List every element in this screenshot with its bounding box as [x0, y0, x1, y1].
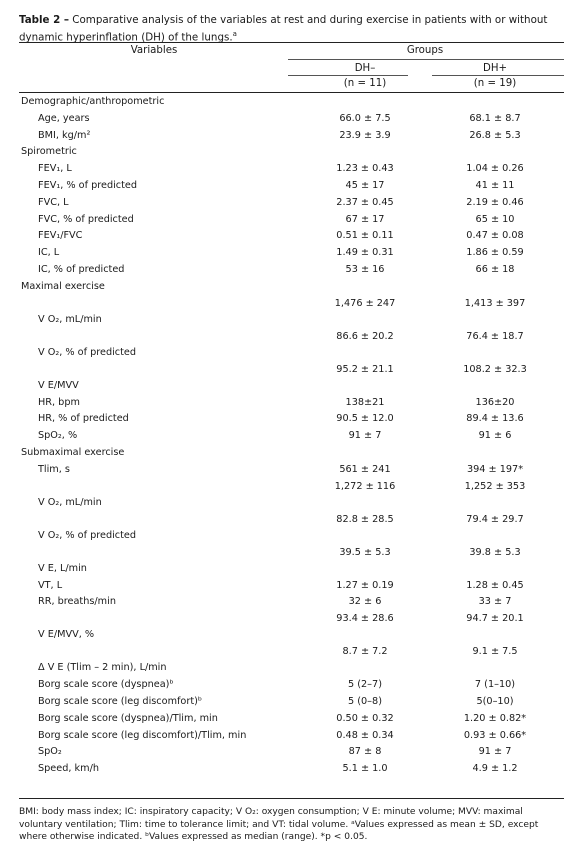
dh-minus-value: 90.5 ± 12.0 — [336, 413, 394, 425]
row-label: HR, bpm — [38, 396, 80, 408]
row-label: IC, L — [38, 247, 60, 259]
table-row — [0, 514, 577, 547]
row-label: V E, L/min — [38, 562, 87, 574]
row-label: V O₂, mL/min — [38, 313, 102, 325]
row-label: FVC, L — [38, 196, 69, 208]
col1-rule — [288, 75, 408, 76]
table-row — [0, 197, 577, 214]
row-label: FEV₁, % of predicted — [38, 180, 138, 191]
table-row — [0, 547, 577, 580]
dh-plus-value: 33 ± 7 — [478, 596, 512, 608]
dh-minus-value: 32 ± 6 — [348, 596, 382, 608]
dh-minus-value: 2.37 ± 0.45 — [336, 196, 394, 208]
dh-minus-value: 66.0 ± 7.5 — [339, 112, 391, 124]
groups-rule — [288, 59, 564, 60]
row-label: Maximal exercise — [21, 280, 105, 292]
col2-header: DH+ — [482, 63, 508, 74]
table-row — [0, 481, 577, 514]
table-row — [0, 746, 577, 763]
row-label: V O₂, mL/min — [38, 496, 102, 508]
row-label: Borg scale score (leg discomfort)/Tlim, min — [38, 729, 247, 741]
row-label: SpO₂, % — [38, 430, 78, 442]
section-row — [0, 281, 577, 298]
dh-plus-value: 79.4 ± 29.7 — [466, 513, 524, 525]
dh-minus-value: 5.1 ± 1.0 — [342, 763, 388, 775]
row-label: IC, % of predicted — [38, 264, 125, 275]
dh-plus-value: 9.1 ± 7.5 — [472, 646, 518, 658]
table-row — [0, 247, 577, 264]
dh-minus-value: 5 (0–8) — [348, 696, 382, 707]
dh-minus-value: 1,272 ± 116 — [334, 480, 396, 492]
row-label: Spirometric — [21, 146, 77, 158]
dh-minus-value: 45 ± 17 — [345, 180, 385, 191]
dh-plus-value: 108.2 ± 32.3 — [463, 363, 527, 375]
col2-n: (n = 19) — [473, 78, 517, 89]
dh-plus-value: 394 ± 197* — [466, 463, 524, 475]
dh-minus-value: 0.50 ± 0.32 — [336, 712, 394, 724]
row-label: V O₂, % of predicted — [38, 529, 137, 541]
table-row — [0, 713, 577, 730]
section-row — [0, 96, 577, 113]
row-label: Borg scale score (leg discomfort)ᵇ — [38, 696, 203, 707]
dh-plus-value: 76.4 ± 18.7 — [466, 330, 524, 342]
dh-minus-value: 91 ± 7 — [348, 430, 382, 442]
table-row — [0, 730, 577, 747]
row-label: RR, breaths/min — [38, 596, 116, 608]
table-row — [0, 130, 577, 147]
caption-text: Comparative analysis of the variables at rest and during exercise in patients with or without dynamic hyperinflation (DH) of the lungs. — [19, 14, 548, 43]
row-label: Speed, km/h — [38, 763, 99, 775]
caption-label: Table 2 – — [19, 14, 70, 26]
row-label: BMI, kg/m² — [38, 129, 91, 141]
row-label: SpO₂ — [38, 746, 62, 758]
table-row — [0, 696, 577, 713]
dh-plus-value: 1,252 ± 353 — [464, 480, 526, 492]
bottom-rule — [19, 798, 564, 799]
dh-plus-value: 136±20 — [475, 396, 515, 408]
dh-minus-value: 23.9 ± 3.9 — [339, 129, 391, 141]
row-label: V E/MVV — [38, 379, 79, 391]
table-row — [0, 298, 577, 331]
table-row — [0, 413, 577, 430]
table-row — [0, 430, 577, 447]
dh-minus-value: 0.48 ± 0.34 — [336, 729, 394, 741]
row-label: V E/MVV, % — [38, 629, 95, 641]
row-label: FEV₁, L — [38, 163, 72, 175]
table-caption — [19, 14, 567, 44]
row-label: Submaximal exercise — [21, 447, 125, 458]
dh-plus-value: 0.47 ± 0.08 — [466, 230, 524, 242]
section-row — [0, 146, 577, 163]
table-row — [0, 113, 577, 130]
table-row — [0, 214, 577, 231]
dh-minus-value: 53 ± 16 — [345, 264, 385, 275]
dh-plus-value: 91 ± 7 — [478, 746, 512, 758]
dh-minus-value: 8.7 ± 7.2 — [342, 646, 388, 658]
dh-minus-value: 86.6 ± 20.2 — [336, 330, 394, 342]
dh-plus-value: 4.9 ± 1.2 — [472, 763, 518, 775]
dh-plus-value: 68.1 ± 8.7 — [469, 112, 521, 124]
dh-minus-value: 561 ± 241 — [339, 463, 391, 475]
row-label: VT, L — [38, 579, 63, 591]
dh-minus-value: 5 (2–7) — [348, 679, 382, 691]
caption-mark: a — [232, 29, 237, 38]
dh-minus-value: 93.4 ± 28.6 — [336, 613, 394, 625]
table-row — [0, 763, 577, 780]
row-label: HR, % of predicted — [38, 413, 129, 425]
table-row — [0, 646, 577, 679]
dh-minus-value: 1.27 ± 0.19 — [336, 579, 394, 591]
dh-minus-value: 1.49 ± 0.31 — [336, 247, 394, 259]
table-row — [0, 230, 577, 247]
dh-plus-value: 1,413 ± 397 — [464, 297, 526, 309]
row-label: Borg scale score (dyspnea)/Tlim, min — [38, 712, 218, 724]
dh-plus-value: 66 ± 18 — [475, 264, 515, 275]
dh-plus-value: 1.28 ± 0.45 — [466, 579, 524, 591]
table-row — [0, 264, 577, 281]
col2-rule — [432, 75, 564, 76]
col1-header: DH– — [354, 63, 376, 74]
row-label: FVC, % of predicted — [38, 213, 134, 225]
table-row — [0, 679, 577, 696]
top-rule — [19, 42, 564, 43]
dh-plus-value: 94.7 ± 20.1 — [466, 613, 524, 625]
dh-minus-value: 95.2 ± 21.1 — [336, 363, 394, 375]
dh-plus-value: 0.93 ± 0.66* — [463, 729, 527, 741]
dh-plus-value: 39.8 ± 5.3 — [469, 546, 521, 558]
dh-minus-value: 1,476 ± 247 — [334, 297, 396, 309]
header-rule — [19, 92, 564, 93]
dh-minus-value: 67 ± 17 — [345, 213, 385, 225]
table-row — [0, 331, 577, 364]
dh-plus-value: 1.04 ± 0.26 — [466, 163, 524, 175]
dh-plus-value: 2.19 ± 0.46 — [466, 196, 524, 208]
dh-plus-value: 41 ± 11 — [475, 180, 515, 191]
dh-minus-value: 1.23 ± 0.43 — [336, 163, 394, 175]
groups-header: Groups — [406, 45, 444, 56]
col1-n: (n = 11) — [343, 78, 387, 89]
dh-minus-value: 138±21 — [345, 396, 385, 408]
section-row — [0, 447, 577, 464]
table-row — [0, 180, 577, 197]
row-label: Tlim, s — [38, 463, 70, 475]
table-row — [0, 163, 577, 180]
dh-plus-value: 91 ± 6 — [478, 430, 512, 442]
dh-plus-value: 65 ± 10 — [475, 213, 515, 225]
dh-minus-value: 39.5 ± 5.3 — [339, 546, 391, 558]
dh-minus-value: 82.8 ± 28.5 — [336, 513, 394, 525]
table-row — [0, 580, 577, 597]
dh-plus-value: 5(0–10) — [476, 696, 514, 707]
dh-plus-value: 1.86 ± 0.59 — [466, 247, 524, 259]
row-label: V O₂, % of predicted — [38, 346, 137, 358]
table-row — [0, 613, 577, 646]
dh-plus-value: 26.8 ± 5.3 — [469, 129, 521, 141]
row-label: Δ V E (Tlim – 2 min), L/min — [38, 662, 167, 674]
table-row — [0, 364, 577, 397]
dh-plus-value: 7 (1–10) — [474, 679, 516, 691]
row-label: FEV₁/FVC — [38, 230, 83, 242]
table-footnote: BMI: body mass index; IC: inspiratory capacity; V O₂: oxygen consumption; V E: minute volume; MVV: maximal voluntary ventilation; Tlim: time to tolerance limit; and VT: tidal volume. ᵃValues expressed as mean ± SD, except where otherwise indicated. ᵇValues expressed as median (range). *p < 0.05. — [19, 807, 539, 842]
table-row — [0, 397, 577, 414]
table-row — [0, 596, 577, 613]
dh-plus-value: 1.20 ± 0.82* — [463, 712, 527, 724]
table-row — [0, 464, 577, 481]
dh-minus-value: 0.51 ± 0.11 — [336, 230, 394, 242]
dh-plus-value: 89.4 ± 13.6 — [466, 413, 524, 425]
variables-header: Variables — [130, 45, 178, 56]
row-label: Age, years — [38, 112, 90, 124]
row-label: Borg scale score (dyspnea)ᵇ — [38, 679, 174, 691]
dh-minus-value: 87 ± 8 — [348, 746, 382, 758]
row-label: Demographic/anthropometric — [21, 96, 165, 107]
